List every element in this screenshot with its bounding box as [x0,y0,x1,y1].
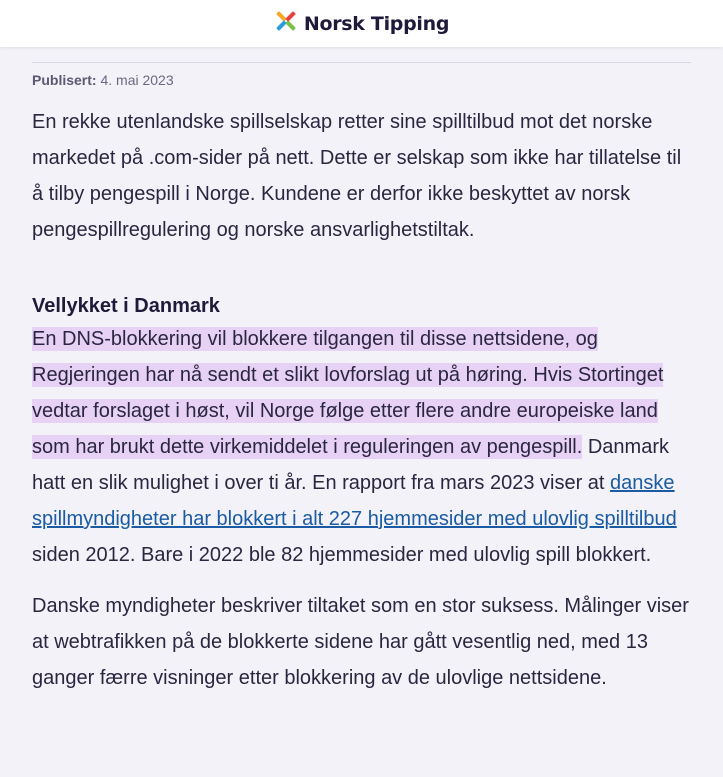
published-date: 4. mai 2023 [100,72,174,88]
closing-paragraph: Danske myndigheter beskriver tiltaket som en stor suksess. Målinger viser at webtrafikken på de blokkerte sidene har gått vesentlig ned, med 13 ganger færre visninger etter blokkering av de ulovlige nettsidene. [32,595,689,689]
section-heading: Vellykket i Danmark [32,295,220,317]
intro-paragraph: En rekke utenlandske spillselskap retter sine spilltilbud mot det norske markedet på .com-sider på nett. Dette er selskap som ikke har tillatelse til å tilby pengespill i Norge. Kundene er derfor ikke beskyttet av norsk pengespillregulering og norske ansvarlighetstiltak. [32,111,682,241]
norsk-tipping-logo-icon [274,9,298,38]
section-text-before-link: Danmark hatt en slik mulighet i over ti år. En rapport fra mars 2023 viser at [32,436,669,494]
published-meta [32,72,691,88]
published-label: Publisert: [32,72,97,88]
report-link[interactable]: danske spillmyndigheter har blokkert i alt 227 hjemmesider med ulovlig spilltilbud [32,472,677,530]
divider [32,62,691,63]
site-header [0,0,723,47]
section-paragraph [32,321,691,573]
highlighted-text: En DNS-blokkering vil blokkere tilgangen til disse nettsidene, og Regjeringen har nå sendt et slikt lovforslag ut på høring. Hvis Stortinget vedtar forslaget i høst, vil Norge følge etter flere andre europeiske land som har brukt dette virkemiddelet i reguleringen av pengespill. [32,328,664,458]
brand-name: Norsk Tipping [303,12,450,35]
brand-logo-link[interactable] [274,9,449,38]
article-body [0,62,723,696]
section-text-after-link: siden 2012. Bare i 2022 ble 82 hjemmesider med ulovlig spill blokkert. [32,544,652,566]
